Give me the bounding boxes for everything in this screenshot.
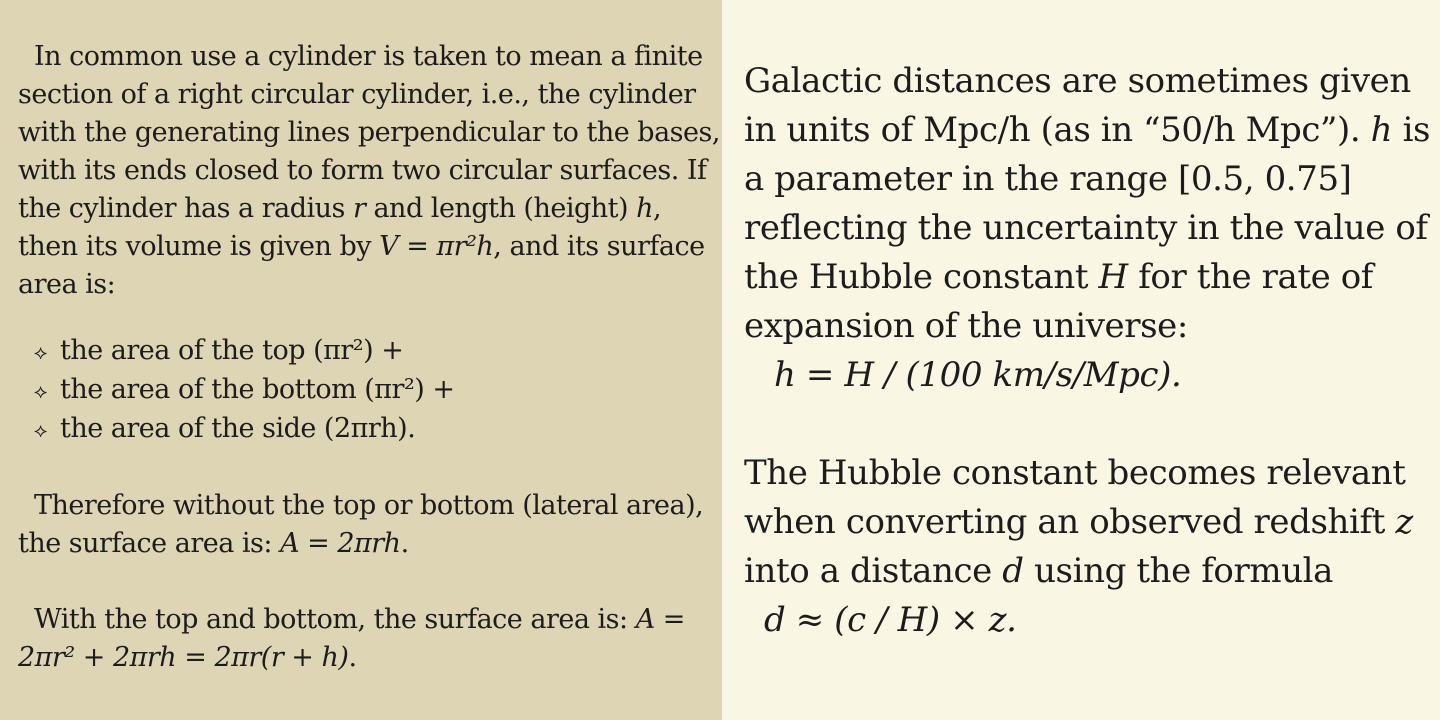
- hubble-equation: h = H / (100 km/s/Mpc).: [774, 355, 1182, 395]
- bullet-icon: ⟡: [34, 379, 47, 403]
- surface-area-list: [18, 332, 722, 449]
- distance-equation: d ≈ (c / H) × z.: [764, 600, 1017, 640]
- right-panel: [722, 0, 1440, 720]
- total-area-formula: A = 2πr² + 2πrh = 2πr(r + h): [18, 604, 685, 673]
- bullet-icon: ⟡: [34, 418, 47, 442]
- list-item: ⟡ the area of the side (2πrh).: [34, 410, 722, 449]
- var-r: r: [352, 193, 366, 224]
- hubble-paragraph-1: Galactic distances are sometimes given in units of Mpc/h (as in “50/h Mpc”). h is a parameter in the range [0.5, 0.75] reflecting the uncertainty in the value of the Hubble constant H for the rate of expansion of the universe:: [744, 61, 1431, 346]
- bullet-icon: ⟡: [34, 340, 47, 364]
- var-d: d: [1002, 551, 1024, 591]
- volume-formula: V = πr²h: [379, 231, 494, 262]
- var-H: H: [1098, 257, 1128, 297]
- var-h: h: [1370, 110, 1393, 150]
- lateral-area-formula: A = 2πrh: [280, 528, 401, 559]
- list-item: ⟡ the area of the top (πr²) +: [34, 332, 722, 371]
- cylinder-paragraph-1: In common use a cylinder is taken to mean a finite section of a right circular cylinder, i.e., the cylinder with the generating lines perpendicular to the bases, with its ends closed to form two circular surfaces. If the cylinder has a radius r and length (height) h, then its volume is given by V = πr²h, and its surface area is:: [18, 41, 720, 300]
- hubble-paragraph-2: The Hubble constant becomes relevant when converting an observed redshift z into a distance d using the formula: [744, 453, 1413, 591]
- var-h: h: [636, 193, 653, 224]
- var-z: z: [1395, 502, 1413, 542]
- cylinder-paragraph-3: With the top and bottom, the surface area is: A = 2πr² + 2πrh = 2πr(r + h).: [18, 604, 685, 673]
- cylinder-paragraph-2: Therefore without the top or bottom (lateral area), the surface area is: A = 2πrh.: [18, 490, 704, 559]
- list-item: ⟡ the area of the bottom (πr²) +: [34, 371, 722, 410]
